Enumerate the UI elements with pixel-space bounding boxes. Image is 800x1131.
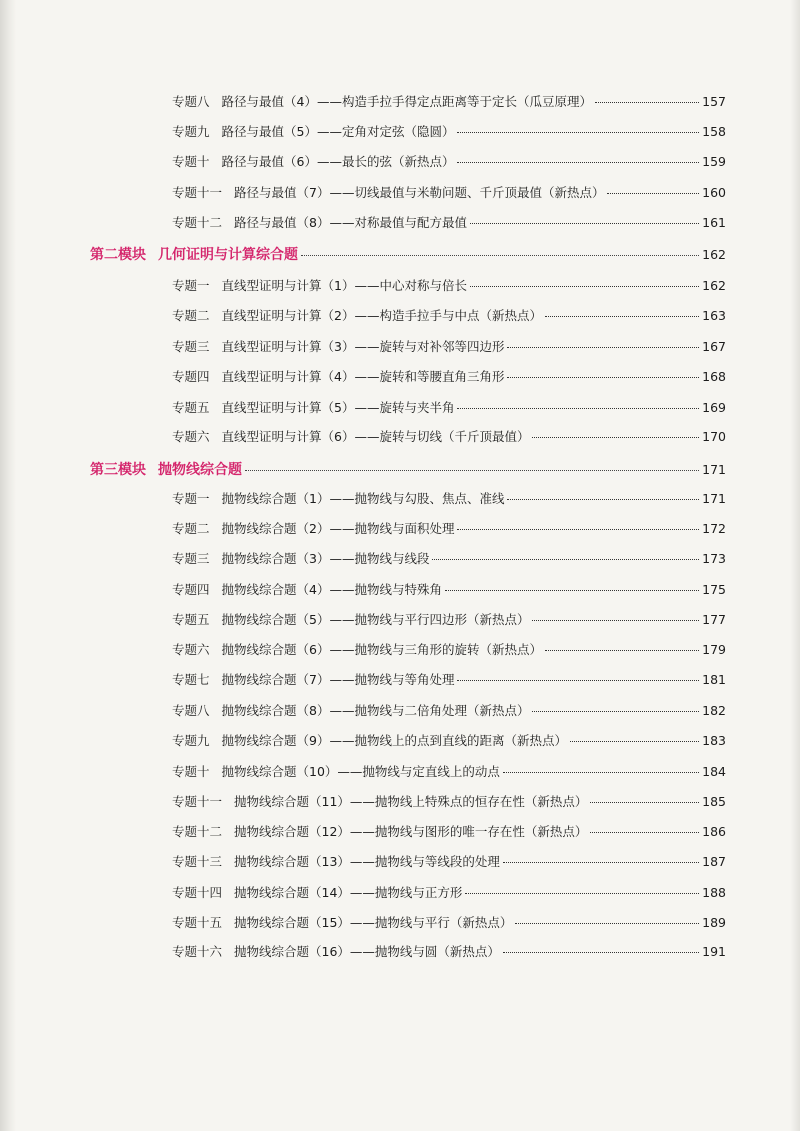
toc-entry-row (172, 122, 726, 140)
topic-title: 直线型证明与计算（5）——旋转与夹半角 (221, 400, 455, 415)
dot-leader (532, 437, 699, 438)
topic-number: 专题一 (172, 491, 210, 506)
topic-number: 专题十三 (172, 854, 223, 869)
dot-leader (507, 377, 699, 378)
dot-leader (503, 862, 699, 863)
topic-number: 专题一 (172, 278, 210, 293)
toc-entry-label (172, 213, 467, 231)
topic-title: 抛物线综合题（1）——抛物线与勾股、焦点、准线 (221, 491, 505, 506)
page-number: 170 (702, 429, 726, 444)
topic-number: 专题三 (172, 551, 210, 566)
dot-leader (432, 559, 699, 560)
topic-number: 专题四 (172, 582, 210, 597)
page-number: 189 (702, 915, 726, 930)
topic-number: 专题十五 (172, 915, 223, 930)
dot-leader (545, 650, 699, 651)
dot-leader (532, 711, 699, 712)
toc-entry-label (172, 701, 529, 719)
toc-entry-label (172, 852, 500, 870)
dot-leader (245, 470, 699, 471)
page-number: 158 (702, 124, 726, 139)
module-number: 第三模块 (90, 462, 146, 478)
page-number: 175 (702, 582, 726, 597)
topic-number: 专题十一 (172, 185, 223, 200)
toc-entry-row (172, 822, 726, 840)
topic-number: 专题三 (172, 339, 210, 354)
topic-number: 专题六 (172, 642, 210, 657)
topic-title: 抛物线综合题（6）——抛物线与三角形的旋转（新热点） (221, 642, 542, 657)
topic-number: 专题六 (172, 429, 210, 444)
dot-leader (595, 102, 699, 103)
dot-leader (607, 193, 699, 194)
topic-number: 专题十四 (172, 885, 223, 900)
topic-title: 抛物线综合题（3）——抛物线与线段 (221, 551, 430, 566)
topic-number: 专题十二 (172, 215, 223, 230)
topic-number: 专题二 (172, 521, 210, 536)
dot-leader (457, 680, 699, 681)
scan-edge-left (0, 0, 16, 1131)
toc-entry-row (172, 427, 726, 445)
page-number: 157 (702, 94, 726, 109)
toc-entry-row (172, 913, 726, 931)
topic-title: 抛物线综合题（16）——抛物线与圆（新热点） (234, 944, 500, 959)
topic-title: 路径与最值（7）——切线最值与米勒问题、千斤顶最值（新热点） (234, 185, 605, 200)
toc-entry-label (172, 489, 504, 507)
toc-entry-label (172, 610, 529, 628)
toc-entry-label (90, 244, 298, 264)
topic-title: 直线型证明与计算（4）——旋转和等腰直角三角形 (221, 369, 505, 384)
toc-entry-row (172, 580, 726, 598)
page-number: 181 (702, 672, 726, 687)
page-number: 182 (702, 703, 726, 718)
topic-title: 路径与最值（5）——定角对定弦（隐圆） (221, 124, 455, 139)
page-number: 186 (702, 824, 726, 839)
toc-entry-label (172, 337, 504, 355)
topic-title: 抛物线综合题（11）——抛物线上特殊点的恒存在性（新热点） (234, 794, 588, 809)
dot-leader (457, 529, 699, 530)
dot-leader (590, 832, 699, 833)
module-number: 第二模块 (90, 247, 146, 263)
page-number: 171 (702, 462, 726, 477)
page-number: 185 (702, 794, 726, 809)
module-title: 几何证明与计算综合题 (158, 247, 298, 263)
toc-entry-label (172, 580, 442, 598)
toc-entry-row (172, 701, 726, 719)
topic-title: 抛物线综合题（13）——抛物线与等线段的处理 (234, 854, 500, 869)
dot-leader (515, 923, 699, 924)
topic-number: 专题十二 (172, 824, 223, 839)
dot-leader (465, 893, 699, 894)
topic-number: 专题四 (172, 369, 210, 384)
toc-entry-label (172, 183, 604, 201)
toc-entry-label (172, 670, 454, 688)
toc-entry-row (172, 731, 726, 749)
topic-number: 专题八 (172, 703, 210, 718)
topic-title: 路径与最值（4）——构造手拉手得定点距离等于定长（瓜豆原理） (221, 94, 592, 109)
page-number: 160 (702, 185, 726, 200)
toc-entry-label (172, 92, 592, 110)
toc-entry-label (172, 276, 467, 294)
toc-entry-row (172, 549, 726, 567)
page-number: 183 (702, 733, 726, 748)
topic-number: 专题十 (172, 154, 210, 169)
page-number: 159 (702, 154, 726, 169)
page-number: 171 (702, 491, 726, 506)
toc-entry-row (172, 213, 726, 231)
page-number: 173 (702, 551, 726, 566)
topic-title: 抛物线综合题（4）——抛物线与特殊角 (221, 582, 442, 597)
topic-number: 专题五 (172, 612, 210, 627)
toc-entry-label (172, 427, 529, 445)
dot-leader (590, 802, 699, 803)
page-number: 184 (702, 764, 726, 779)
toc-entry-label (172, 731, 567, 749)
toc-module-row (90, 244, 726, 264)
toc-entry-row (172, 183, 726, 201)
dot-leader (570, 741, 699, 742)
topic-number: 专题九 (172, 124, 210, 139)
topic-number: 专题九 (172, 733, 210, 748)
scan-edge-right (790, 0, 800, 1131)
topic-title: 抛物线综合题（14）——抛物线与正方形 (234, 885, 463, 900)
page-number: 169 (702, 400, 726, 415)
toc-entry-row (172, 306, 726, 324)
topic-title: 直线型证明与计算（1）——中心对称与倍长 (221, 278, 467, 293)
page-number: 161 (702, 215, 726, 230)
toc-entry-row (172, 852, 726, 870)
toc-entry-row (172, 92, 726, 110)
toc-entry-label (172, 398, 454, 416)
toc-entry-label (172, 367, 504, 385)
toc-entry-label (172, 122, 454, 140)
toc-entry-row (172, 337, 726, 355)
toc-entry-label (172, 152, 454, 170)
dot-leader (507, 347, 699, 348)
toc-entry-row (172, 762, 726, 780)
toc-entry-label (172, 822, 587, 840)
page-number: 168 (702, 369, 726, 384)
topic-title: 抛物线综合题（12）——抛物线与图形的唯一存在性（新热点） (234, 824, 588, 839)
toc-entry-label (172, 883, 462, 901)
topic-title: 抛物线综合题（9）——抛物线上的点到直线的距离（新热点） (221, 733, 567, 748)
topic-number: 专题十六 (172, 944, 223, 959)
topic-number: 专题十一 (172, 794, 223, 809)
topic-title: 直线型证明与计算（3）——旋转与对补邻等四边形 (221, 339, 505, 354)
dot-leader (457, 162, 699, 163)
toc-entry-label (172, 549, 429, 567)
toc-entry-row (172, 367, 726, 385)
topic-title: 抛物线综合题（2）——抛物线与面积处理 (221, 521, 455, 536)
page-number: 191 (702, 944, 726, 959)
toc-entry-row (172, 152, 726, 170)
toc-entry-label (172, 913, 512, 931)
topic-number: 专题五 (172, 400, 210, 415)
page-number: 187 (702, 854, 726, 869)
toc-entry-row (172, 276, 726, 294)
dot-leader (470, 286, 699, 287)
dot-leader (470, 223, 699, 224)
toc-entry-row (172, 519, 726, 537)
toc-entry-label (172, 792, 587, 810)
toc-entry-label (172, 640, 542, 658)
page-number: 177 (702, 612, 726, 627)
toc-entry-label (172, 942, 500, 960)
dot-leader (445, 590, 699, 591)
page-number: 167 (702, 339, 726, 354)
page-number: 179 (702, 642, 726, 657)
topic-title: 抛物线综合题（10）——抛物线与定直线上的动点 (221, 764, 500, 779)
toc-entry-row (172, 489, 726, 507)
toc-entry-row (172, 942, 726, 960)
toc-entry-label (172, 306, 542, 324)
toc-entry-row (172, 610, 726, 628)
topic-title: 路径与最值（6）——最长的弦（新热点） (221, 154, 455, 169)
dot-leader (301, 255, 699, 256)
module-title: 抛物线综合题 (158, 462, 242, 478)
topic-title: 抛物线综合题（8）——抛物线与二倍角处理（新热点） (221, 703, 530, 718)
topic-title: 路径与最值（8）——对称最值与配方最值 (234, 215, 467, 230)
toc-entry-row (172, 792, 726, 810)
topic-title: 抛物线综合题（15）——抛物线与平行（新热点） (234, 915, 513, 930)
toc-entry-label (90, 459, 242, 479)
topic-number: 专题十 (172, 764, 210, 779)
topic-number: 专题八 (172, 94, 210, 109)
toc-entry-row (172, 640, 726, 658)
toc-entry-row (172, 398, 726, 416)
page-number: 162 (702, 278, 726, 293)
topic-title: 直线型证明与计算（6）——旋转与切线（千斤顶最值） (221, 429, 530, 444)
toc-entry-label (172, 519, 454, 537)
dot-leader (457, 408, 699, 409)
topic-number: 专题二 (172, 308, 210, 323)
dot-leader (503, 772, 699, 773)
toc-entry-label (172, 762, 500, 780)
topic-title: 抛物线综合题（5）——抛物线与平行四边形（新热点） (221, 612, 530, 627)
dot-leader (507, 499, 699, 500)
page-number: 162 (702, 247, 726, 262)
toc-entry-row (172, 670, 726, 688)
dot-leader (457, 132, 699, 133)
toc-module-row (90, 459, 726, 479)
topic-title: 直线型证明与计算（2）——构造手拉手与中点（新热点） (221, 308, 542, 323)
toc-entry-row (172, 883, 726, 901)
page-number: 163 (702, 308, 726, 323)
page-number: 188 (702, 885, 726, 900)
topic-number: 专题七 (172, 672, 210, 687)
dot-leader (545, 316, 699, 317)
dot-leader (532, 620, 699, 621)
topic-title: 抛物线综合题（7）——抛物线与等角处理 (221, 672, 455, 687)
page-number: 172 (702, 521, 726, 536)
dot-leader (503, 952, 699, 953)
